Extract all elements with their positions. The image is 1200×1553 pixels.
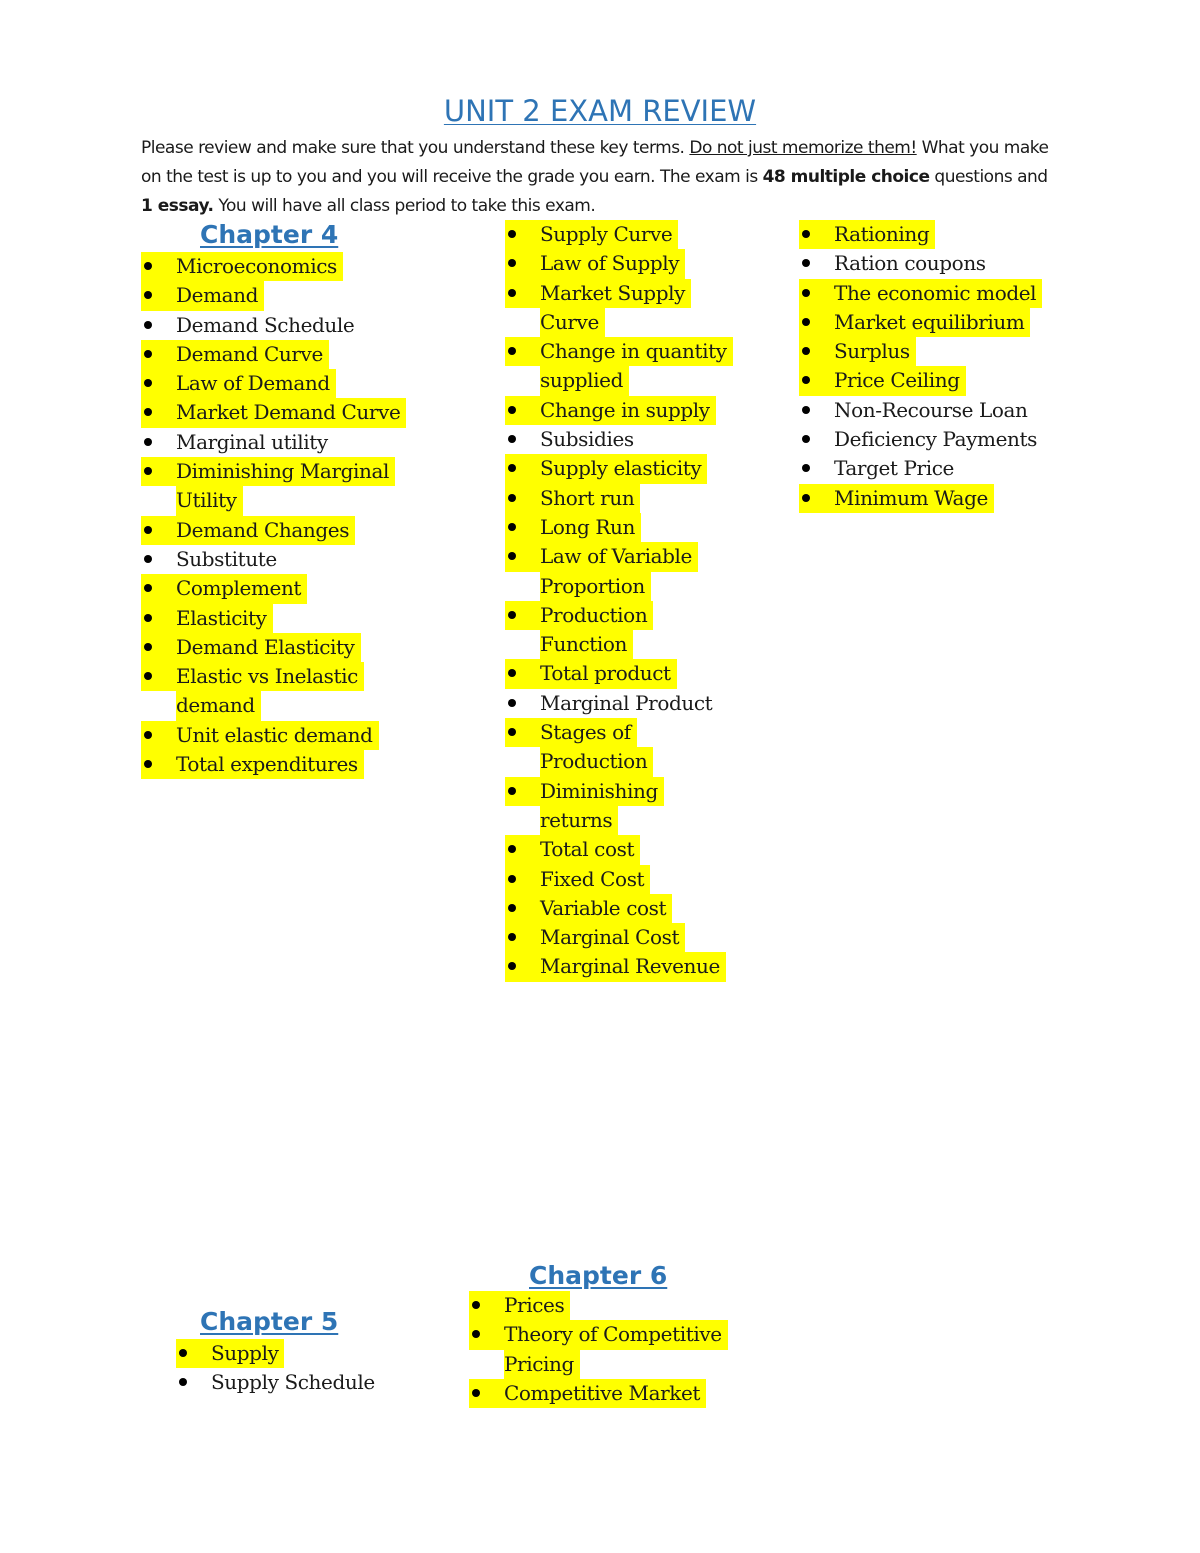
term xyxy=(141,545,277,574)
bullet-icon xyxy=(141,457,176,486)
term-item xyxy=(799,454,1042,483)
highlighted-term xyxy=(505,396,716,425)
term-item xyxy=(469,1320,728,1379)
term-label-continued: returns xyxy=(540,806,618,835)
term-item xyxy=(141,369,406,398)
term-label: Diminishing xyxy=(540,778,658,803)
term-label: Long Run xyxy=(540,514,635,539)
bullet-icon xyxy=(505,542,540,571)
bullet-icon xyxy=(176,1339,211,1368)
column-2-list xyxy=(505,220,733,982)
term-label: Diminishing Marginal xyxy=(176,459,390,484)
highlighted-term xyxy=(505,454,707,483)
highlighted-term xyxy=(505,865,650,894)
term-label: Stages of xyxy=(540,720,631,745)
highlighted-term xyxy=(176,1339,284,1368)
term-item xyxy=(505,542,733,601)
bullet-icon xyxy=(505,659,540,688)
bullet-icon xyxy=(141,340,176,369)
term xyxy=(799,396,1028,425)
term-label: Non-Recourse Loan xyxy=(834,397,1028,422)
highlighted-term xyxy=(141,721,379,750)
highlighted-term xyxy=(505,279,691,308)
term-label: Surplus xyxy=(834,339,910,364)
term-label: Total cost xyxy=(540,837,635,862)
term xyxy=(799,425,1037,454)
term-label: Subsidies xyxy=(540,427,634,452)
term-label: Marginal Product xyxy=(540,690,713,715)
intro-text-4: You will have all class period to take this exam. xyxy=(213,196,596,216)
term-item xyxy=(141,545,406,574)
term xyxy=(799,249,986,278)
highlighted-term xyxy=(141,252,343,281)
bullet-icon xyxy=(141,750,176,779)
chapter-5-heading: Chapter 5 xyxy=(200,1307,339,1336)
highlighted-term xyxy=(141,750,364,779)
bullet-icon xyxy=(505,835,540,864)
highlighted-term xyxy=(505,835,640,864)
term-item xyxy=(505,337,733,396)
term-label: Total expenditures xyxy=(176,752,358,777)
term-item xyxy=(505,279,733,338)
bullet-icon xyxy=(141,721,176,750)
term-item xyxy=(176,1368,375,1397)
bullet-icon xyxy=(505,220,540,249)
term-label: Demand Schedule xyxy=(176,312,355,337)
term-item xyxy=(799,396,1042,425)
term-label: Price Ceiling xyxy=(834,368,960,393)
highlighted-term xyxy=(505,542,698,571)
term-item xyxy=(141,633,406,662)
term-label: Supply xyxy=(211,1341,279,1365)
term-label: Law of Variable xyxy=(540,544,692,569)
term xyxy=(799,454,954,483)
bullet-icon xyxy=(141,281,176,310)
term-item xyxy=(799,220,1042,249)
term-item xyxy=(469,1379,728,1408)
term-item xyxy=(505,659,733,688)
intro-mc-count: 48 multiple choice xyxy=(762,167,930,187)
term-item xyxy=(505,484,733,513)
term-item xyxy=(505,952,733,981)
highlighted-term xyxy=(505,952,726,981)
term-item xyxy=(141,750,406,779)
chapter-6-heading: Chapter 6 xyxy=(529,1261,668,1290)
bullet-icon xyxy=(799,249,834,278)
intro-paragraph xyxy=(141,134,1061,221)
highlighted-term xyxy=(141,369,336,398)
highlighted-term xyxy=(141,574,307,603)
term-label: Market Demand Curve xyxy=(176,400,401,425)
highlighted-term xyxy=(799,337,916,366)
term-label: Marginal Cost xyxy=(540,925,680,950)
term-item xyxy=(799,337,1042,366)
term-item xyxy=(799,366,1042,395)
intro-text-1: Please review and make sure that you understand these key terms. xyxy=(141,138,690,158)
bullet-icon xyxy=(141,545,176,574)
term-item xyxy=(505,454,733,483)
term-item xyxy=(141,662,406,721)
highlighted-term xyxy=(505,923,685,952)
term-item xyxy=(505,689,733,718)
term-label: Market Supply xyxy=(540,280,685,305)
bullet-icon xyxy=(505,337,540,366)
term-item xyxy=(505,220,733,249)
intro-text-3: questions and xyxy=(929,167,1048,187)
bullet-icon xyxy=(505,454,540,483)
term-label: Minimum Wage xyxy=(834,485,988,510)
highlighted-term xyxy=(141,281,264,310)
term-label: Prices xyxy=(504,1293,565,1317)
term-item xyxy=(141,574,406,603)
highlighted-term xyxy=(141,633,361,662)
term-item xyxy=(141,721,406,750)
bullet-icon xyxy=(505,894,540,923)
term-item xyxy=(505,835,733,864)
bullet-icon xyxy=(799,454,834,483)
term-item xyxy=(505,718,733,777)
term-item xyxy=(799,279,1042,308)
bullet-icon xyxy=(799,220,834,249)
term-item xyxy=(141,457,406,516)
chapter-6-list xyxy=(469,1291,728,1408)
bullet-icon xyxy=(141,398,176,427)
chapter-5-list xyxy=(176,1339,375,1398)
term-item xyxy=(799,484,1042,513)
highlighted-term xyxy=(505,718,637,747)
bullet-icon xyxy=(505,865,540,894)
chapter-4-list xyxy=(141,252,406,779)
bullet-icon xyxy=(141,311,176,340)
term-label: Fixed Cost xyxy=(540,866,645,891)
term-label: Supply Curve xyxy=(540,222,673,246)
term-label-continued: Proportion xyxy=(540,572,651,601)
highlighted-term xyxy=(505,484,640,513)
bullet-icon xyxy=(505,484,540,513)
term-label: Marginal Revenue xyxy=(540,954,720,979)
term-label: Supply Schedule xyxy=(211,1370,375,1395)
term-label: Production xyxy=(540,602,648,627)
term-label-continued: Function xyxy=(540,630,633,659)
bullet-icon xyxy=(505,952,540,981)
highlighted-term xyxy=(505,777,664,806)
term xyxy=(505,689,712,718)
term-label: Law of Demand xyxy=(176,371,330,396)
highlighted-term xyxy=(469,1320,728,1349)
highlighted-term xyxy=(141,604,273,633)
bullet-icon xyxy=(505,601,540,630)
term-label-continued: supplied xyxy=(540,366,629,395)
bullet-icon xyxy=(469,1320,504,1349)
term-item xyxy=(141,252,406,281)
term-label: Ration coupons xyxy=(834,251,986,276)
term-label: Complement xyxy=(176,576,302,601)
term-label: Unit elastic demand xyxy=(176,722,373,747)
term-label-continued: Curve xyxy=(540,308,605,337)
bullet-icon xyxy=(141,428,176,457)
term-label: Deficiency Payments xyxy=(834,427,1038,452)
term xyxy=(176,1368,375,1397)
term-label: Law of Supply xyxy=(540,251,680,276)
chapter-4-heading: Chapter 4 xyxy=(200,220,339,249)
term xyxy=(141,311,354,340)
term-label: The economic model xyxy=(834,280,1037,305)
term-label-continued: Pricing xyxy=(504,1350,580,1379)
bullet-icon xyxy=(799,425,834,454)
term-item xyxy=(799,425,1042,454)
term-label: Supply elasticity xyxy=(540,456,702,481)
term-item xyxy=(141,604,406,633)
term-label: Demand Curve xyxy=(176,341,323,366)
bullet-icon xyxy=(505,689,540,718)
term-label: Microeconomics xyxy=(176,254,337,278)
highlighted-term xyxy=(799,366,966,395)
bullet-icon xyxy=(799,337,834,366)
term-label: Substitute xyxy=(176,546,277,571)
bullet-icon xyxy=(141,516,176,545)
highlighted-term xyxy=(141,662,364,691)
term xyxy=(505,425,634,454)
bullet-icon xyxy=(799,396,834,425)
bullet-icon xyxy=(141,369,176,398)
bullet-icon xyxy=(469,1291,504,1320)
term-label: Rationing xyxy=(834,222,930,246)
bullet-icon xyxy=(505,279,540,308)
highlighted-term xyxy=(505,659,677,688)
term-item xyxy=(505,777,733,836)
bullet-icon xyxy=(799,484,834,513)
term-label: Marginal utility xyxy=(176,429,328,454)
term-label: Demand xyxy=(176,283,259,308)
bullet-icon xyxy=(799,279,834,308)
term-item xyxy=(141,311,406,340)
highlighted-term xyxy=(505,220,678,249)
term-item xyxy=(505,425,733,454)
term-item xyxy=(176,1339,375,1368)
highlighted-term xyxy=(799,279,1042,308)
bullet-icon xyxy=(505,513,540,542)
highlighted-term xyxy=(469,1379,706,1408)
term-label-continued: Production xyxy=(540,747,653,776)
highlighted-term xyxy=(505,249,685,278)
term-label: Theory of Competitive xyxy=(504,1322,722,1347)
term-label: Change in supply xyxy=(540,397,710,422)
highlighted-term xyxy=(141,516,355,545)
intro-text-2: What you make on the test is up to you and you will receive the grade you earn. The exam is xyxy=(141,138,1049,187)
highlighted-term xyxy=(469,1291,570,1320)
term-label: Elastic vs Inelastic xyxy=(176,664,358,689)
term-item xyxy=(505,865,733,894)
term-item xyxy=(141,340,406,369)
term-item xyxy=(469,1291,728,1320)
term-item xyxy=(505,923,733,952)
term-label: Demand Changes xyxy=(176,517,350,542)
bullet-icon xyxy=(505,718,540,747)
highlighted-term xyxy=(799,308,1030,337)
highlighted-term xyxy=(141,340,329,369)
highlighted-term xyxy=(141,398,406,427)
term-label-continued: Utility xyxy=(176,486,243,515)
bullet-icon xyxy=(141,574,176,603)
bullet-icon xyxy=(176,1368,211,1397)
bullet-icon xyxy=(505,777,540,806)
bullet-icon xyxy=(141,633,176,662)
term-item xyxy=(141,398,406,427)
bullet-icon xyxy=(505,425,540,454)
term-item xyxy=(505,601,733,660)
bullet-icon xyxy=(505,249,540,278)
highlighted-term xyxy=(505,513,641,542)
column-3-list xyxy=(799,220,1042,513)
term-item xyxy=(505,894,733,923)
highlighted-term xyxy=(505,601,653,630)
bullet-icon xyxy=(469,1379,504,1408)
term-label: Elasticity xyxy=(176,605,267,630)
term-label: Target Price xyxy=(834,456,954,481)
highlighted-term xyxy=(505,337,733,366)
highlighted-term xyxy=(799,220,935,249)
bullet-icon xyxy=(505,923,540,952)
term-label: Total product xyxy=(540,661,671,686)
intro-warning: Do not just memorize them! xyxy=(689,138,917,158)
term-item xyxy=(799,249,1042,278)
term-label: Market equilibrium xyxy=(834,309,1025,334)
term-item xyxy=(505,249,733,278)
bullet-icon xyxy=(799,308,834,337)
term-label-continued: demand xyxy=(176,691,261,720)
term-item xyxy=(799,308,1042,337)
highlighted-term xyxy=(141,457,395,486)
page-title: UNIT 2 EXAM REVIEW xyxy=(443,94,757,128)
bullet-icon xyxy=(505,396,540,425)
bullet-icon xyxy=(141,252,176,281)
term-label: Variable cost xyxy=(540,895,667,920)
term xyxy=(141,428,328,457)
highlighted-term xyxy=(505,894,672,923)
bullet-icon xyxy=(799,366,834,395)
term-label: Demand Elasticity xyxy=(176,634,355,659)
term-item xyxy=(141,281,406,310)
bullet-icon xyxy=(141,662,176,691)
term-item xyxy=(505,396,733,425)
term-item xyxy=(505,513,733,542)
term-label: Change in quantity xyxy=(540,339,727,364)
term-item xyxy=(141,516,406,545)
intro-essay-count: 1 essay. xyxy=(141,196,214,216)
term-label: Competitive Market xyxy=(504,1380,701,1405)
highlighted-term xyxy=(799,484,994,513)
term-label: Short run xyxy=(540,485,635,510)
bullet-icon xyxy=(141,604,176,633)
term-item xyxy=(141,428,406,457)
